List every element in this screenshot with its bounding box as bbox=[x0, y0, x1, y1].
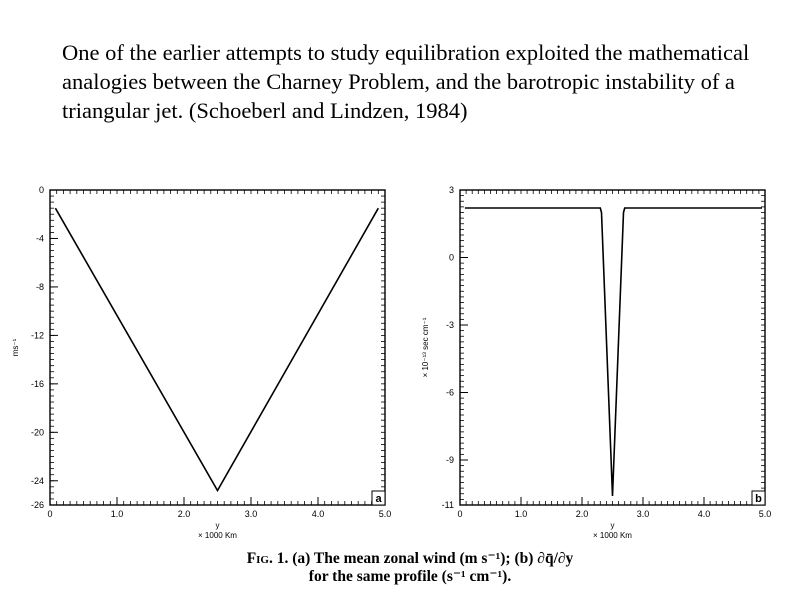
y-tick-label: -4 bbox=[35, 233, 44, 244]
y-tick-label: -11 bbox=[441, 500, 454, 510]
y-tick-label: -16 bbox=[30, 378, 44, 389]
series-line bbox=[55, 208, 378, 490]
y-tick-label: -3 bbox=[445, 320, 454, 330]
y-tick-label: -26 bbox=[30, 500, 44, 510]
x-tick-label: 2.0 bbox=[575, 509, 589, 519]
chart-panel-a bbox=[11, 185, 391, 540]
x-axis-label: y bbox=[215, 521, 220, 530]
caption-figure-label: Fig. 1. bbox=[246, 550, 289, 567]
y-tick-label: -9 bbox=[445, 455, 454, 465]
y-tick-label: -6 bbox=[445, 387, 454, 398]
intro-paragraph: One of the earlier attempts to study equilibration exploited the mathematical analogies between the Charney Problem, and the barotropic instability of a triangular jet. (Schoeberl and Lindzen, 1984) bbox=[62, 40, 750, 123]
caption-text-1: (a) The mean zonal wind (m s⁻¹); (b) ∂q̄/∂y bbox=[292, 550, 574, 567]
series-line bbox=[465, 208, 762, 496]
y-tick-label: -20 bbox=[30, 427, 44, 438]
y-tick-label: 0 bbox=[38, 185, 44, 195]
x-tick-label: 1.0 bbox=[514, 509, 528, 519]
figure-caption bbox=[180, 550, 640, 586]
panel-label: a bbox=[375, 493, 382, 505]
x-axis-label: y bbox=[610, 521, 615, 530]
panel-label: b bbox=[755, 493, 762, 505]
caption-line-2: for the same profile (s⁻¹ cm⁻¹). bbox=[308, 568, 512, 585]
x-tick-label: 3.0 bbox=[636, 509, 650, 519]
y-axis-label: × 10⁻¹³ sec cm⁻¹ bbox=[421, 317, 430, 378]
x-tick-label: 3.0 bbox=[244, 509, 258, 519]
x-tick-label: 5.0 bbox=[378, 509, 392, 519]
y-tick-label: -8 bbox=[35, 281, 44, 292]
x-tick-label: 2.0 bbox=[177, 509, 191, 519]
x-tick-label: 4.0 bbox=[311, 509, 325, 519]
y-tick-label: -12 bbox=[30, 330, 44, 341]
x-tick-label: 5.0 bbox=[758, 509, 772, 519]
x-axis-unit: × 1000 Km bbox=[198, 531, 237, 540]
plot-frame bbox=[460, 190, 765, 505]
x-tick-label: 1.0 bbox=[110, 509, 124, 519]
y-tick-label: -24 bbox=[30, 475, 44, 486]
y-tick-label: 0 bbox=[448, 252, 454, 263]
x-tick-label: 0 bbox=[47, 509, 53, 519]
y-axis-label: ms⁻¹ bbox=[11, 338, 20, 357]
plot-frame bbox=[50, 190, 385, 505]
y-tick-label: 3 bbox=[448, 185, 454, 195]
figure-1 bbox=[0, 180, 800, 552]
x-tick-label: 4.0 bbox=[697, 509, 711, 519]
chart-panel-b bbox=[421, 185, 771, 540]
x-tick-label: 0 bbox=[457, 509, 463, 519]
caption-line-1 bbox=[180, 550, 640, 568]
x-axis-unit: × 1000 Km bbox=[593, 531, 632, 540]
